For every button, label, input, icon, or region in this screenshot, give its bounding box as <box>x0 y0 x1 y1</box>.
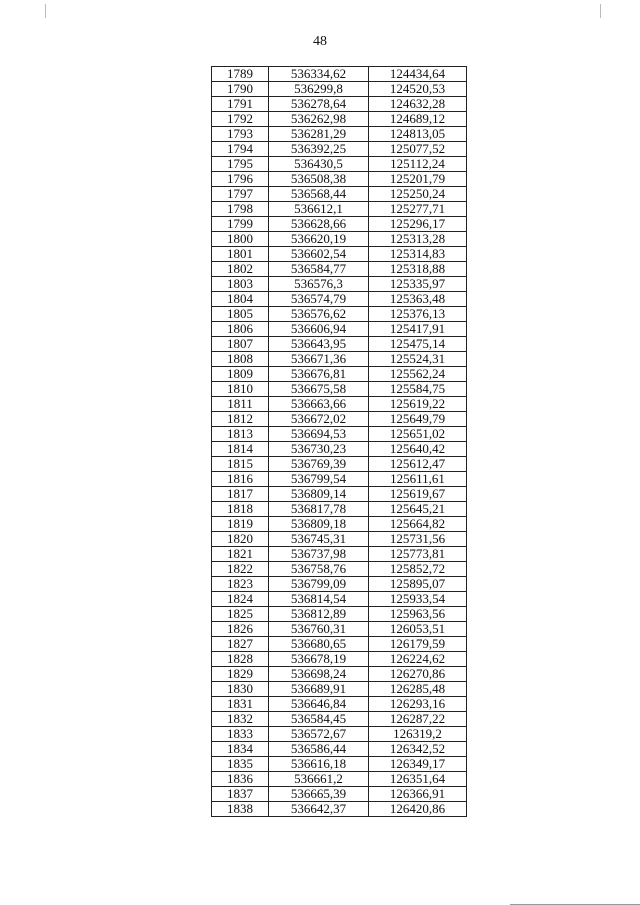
scan-edge-mark <box>45 4 46 18</box>
y-coordinate-cell: 125963,56 <box>369 607 467 622</box>
point-number-cell: 1806 <box>212 322 269 337</box>
point-number-cell: 1831 <box>212 697 269 712</box>
y-coordinate-cell: 125201,79 <box>369 172 467 187</box>
table-row <box>212 487 467 502</box>
point-number-cell: 1817 <box>212 487 269 502</box>
x-coordinate-cell: 536814,54 <box>269 592 369 607</box>
point-number-cell: 1829 <box>212 667 269 682</box>
table-row <box>212 667 467 682</box>
y-coordinate-cell: 126270,86 <box>369 667 467 682</box>
y-coordinate-cell: 125933,54 <box>369 592 467 607</box>
point-number-cell: 1793 <box>212 127 269 142</box>
y-coordinate-cell: 125314,83 <box>369 247 467 262</box>
point-number-cell: 1800 <box>212 232 269 247</box>
table-row <box>212 97 467 112</box>
point-number-cell: 1812 <box>212 412 269 427</box>
point-number-cell: 1805 <box>212 307 269 322</box>
point-number-cell: 1835 <box>212 757 269 772</box>
y-coordinate-cell: 126420,86 <box>369 802 467 817</box>
y-coordinate-cell: 124434,64 <box>369 67 467 82</box>
x-coordinate-cell: 536612,1 <box>269 202 369 217</box>
point-number-cell: 1790 <box>212 82 269 97</box>
y-coordinate-cell: 126366,91 <box>369 787 467 802</box>
point-number-cell: 1819 <box>212 517 269 532</box>
x-coordinate-cell: 536576,3 <box>269 277 369 292</box>
y-coordinate-cell: 125296,17 <box>369 217 467 232</box>
point-number-cell: 1792 <box>212 112 269 127</box>
x-coordinate-cell: 536602,54 <box>269 247 369 262</box>
x-coordinate-cell: 536737,98 <box>269 547 369 562</box>
x-coordinate-cell: 536661,2 <box>269 772 369 787</box>
point-number-cell: 1791 <box>212 97 269 112</box>
x-coordinate-cell: 536665,39 <box>269 787 369 802</box>
x-coordinate-cell: 536392,25 <box>269 142 369 157</box>
point-number-cell: 1798 <box>212 202 269 217</box>
point-number-cell: 1828 <box>212 652 269 667</box>
x-coordinate-cell: 536584,77 <box>269 262 369 277</box>
point-number-cell: 1820 <box>212 532 269 547</box>
x-coordinate-cell: 536628,66 <box>269 217 369 232</box>
point-number-cell: 1799 <box>212 217 269 232</box>
y-coordinate-cell: 125376,13 <box>369 307 467 322</box>
table-row <box>212 322 467 337</box>
x-coordinate-cell: 536698,24 <box>269 667 369 682</box>
table-row <box>212 307 467 322</box>
y-coordinate-cell: 124632,28 <box>369 97 467 112</box>
y-coordinate-cell: 125664,82 <box>369 517 467 532</box>
point-number-cell: 1827 <box>212 637 269 652</box>
table-row <box>212 427 467 442</box>
x-coordinate-cell: 536809,18 <box>269 517 369 532</box>
x-coordinate-cell: 536769,39 <box>269 457 369 472</box>
x-coordinate-cell: 536663,66 <box>269 397 369 412</box>
x-coordinate-cell: 536675,58 <box>269 382 369 397</box>
x-coordinate-cell: 536694,53 <box>269 427 369 442</box>
y-coordinate-cell: 125852,72 <box>369 562 467 577</box>
y-coordinate-cell: 125335,97 <box>369 277 467 292</box>
x-coordinate-cell: 536672,02 <box>269 412 369 427</box>
y-coordinate-cell: 126285,48 <box>369 682 467 697</box>
point-number-cell: 1838 <box>212 802 269 817</box>
table-row <box>212 727 467 742</box>
x-coordinate-cell: 536745,31 <box>269 532 369 547</box>
table-row <box>212 217 467 232</box>
point-number-cell: 1825 <box>212 607 269 622</box>
x-coordinate-cell: 536817,78 <box>269 502 369 517</box>
point-number-cell: 1822 <box>212 562 269 577</box>
x-coordinate-cell: 536760,31 <box>269 622 369 637</box>
point-number-cell: 1794 <box>212 142 269 157</box>
table-row <box>212 202 467 217</box>
y-coordinate-cell: 125475,14 <box>369 337 467 352</box>
table-row <box>212 277 467 292</box>
point-number-cell: 1833 <box>212 727 269 742</box>
point-number-cell: 1813 <box>212 427 269 442</box>
y-coordinate-cell: 125313,28 <box>369 232 467 247</box>
y-coordinate-cell: 125562,24 <box>369 367 467 382</box>
x-coordinate-cell: 536281,29 <box>269 127 369 142</box>
point-number-cell: 1803 <box>212 277 269 292</box>
y-coordinate-cell: 125651,02 <box>369 427 467 442</box>
point-number-cell: 1795 <box>212 157 269 172</box>
table-row <box>212 187 467 202</box>
y-coordinate-cell: 125584,75 <box>369 382 467 397</box>
table-row <box>212 442 467 457</box>
table-row <box>212 637 467 652</box>
table-row <box>212 232 467 247</box>
page-number: 48 <box>313 34 327 49</box>
x-coordinate-cell: 536606,94 <box>269 322 369 337</box>
y-coordinate-cell: 125773,81 <box>369 547 467 562</box>
x-coordinate-cell: 536812,89 <box>269 607 369 622</box>
point-number-cell: 1832 <box>212 712 269 727</box>
table-row <box>212 682 467 697</box>
y-coordinate-cell: 126287,22 <box>369 712 467 727</box>
table-row <box>212 577 467 592</box>
y-coordinate-cell: 125645,21 <box>369 502 467 517</box>
x-coordinate-cell: 536643,95 <box>269 337 369 352</box>
y-coordinate-cell: 125250,24 <box>369 187 467 202</box>
table-row <box>212 352 467 367</box>
point-number-cell: 1801 <box>212 247 269 262</box>
y-coordinate-cell: 125112,24 <box>369 157 467 172</box>
x-coordinate-cell: 536799,54 <box>269 472 369 487</box>
table-row <box>212 592 467 607</box>
table-row <box>212 712 467 727</box>
y-coordinate-cell: 125363,48 <box>369 292 467 307</box>
x-coordinate-cell: 536574,79 <box>269 292 369 307</box>
x-coordinate-cell: 536676,81 <box>269 367 369 382</box>
point-number-cell: 1797 <box>212 187 269 202</box>
table-row <box>212 652 467 667</box>
point-number-cell: 1810 <box>212 382 269 397</box>
x-coordinate-cell: 536568,44 <box>269 187 369 202</box>
x-coordinate-cell: 536671,36 <box>269 352 369 367</box>
y-coordinate-cell: 125640,42 <box>369 442 467 457</box>
table-row <box>212 457 467 472</box>
table-row <box>212 367 467 382</box>
table-row <box>212 472 467 487</box>
x-coordinate-cell: 536572,67 <box>269 727 369 742</box>
point-number-cell: 1837 <box>212 787 269 802</box>
y-coordinate-cell: 126351,64 <box>369 772 467 787</box>
point-number-cell: 1789 <box>212 67 269 82</box>
x-coordinate-cell: 536730,23 <box>269 442 369 457</box>
table-row <box>212 517 467 532</box>
table-row <box>212 742 467 757</box>
point-number-cell: 1821 <box>212 547 269 562</box>
table-row <box>212 397 467 412</box>
table-row <box>212 82 467 97</box>
y-coordinate-cell: 125731,56 <box>369 532 467 547</box>
table-row <box>212 112 467 127</box>
table-row <box>212 247 467 262</box>
table-row <box>212 697 467 712</box>
table-row <box>212 622 467 637</box>
point-number-cell: 1836 <box>212 772 269 787</box>
table-row <box>212 172 467 187</box>
y-coordinate-cell: 125524,31 <box>369 352 467 367</box>
x-coordinate-cell: 536278,64 <box>269 97 369 112</box>
x-coordinate-cell: 536678,19 <box>269 652 369 667</box>
point-number-cell: 1824 <box>212 592 269 607</box>
y-coordinate-cell: 125611,61 <box>369 472 467 487</box>
x-coordinate-cell: 536508,38 <box>269 172 369 187</box>
y-coordinate-cell: 126293,16 <box>369 697 467 712</box>
point-number-cell: 1818 <box>212 502 269 517</box>
point-number-cell: 1807 <box>212 337 269 352</box>
x-coordinate-cell: 536584,45 <box>269 712 369 727</box>
y-coordinate-cell: 124689,12 <box>369 112 467 127</box>
x-coordinate-cell: 536680,65 <box>269 637 369 652</box>
x-coordinate-cell: 536799,09 <box>269 577 369 592</box>
y-coordinate-cell: 125318,88 <box>369 262 467 277</box>
table-row <box>212 532 467 547</box>
table-row <box>212 802 467 817</box>
table-row <box>212 157 467 172</box>
x-coordinate-cell: 536620,19 <box>269 232 369 247</box>
x-coordinate-cell: 536689,91 <box>269 682 369 697</box>
point-number-cell: 1830 <box>212 682 269 697</box>
y-coordinate-cell: 125619,67 <box>369 487 467 502</box>
y-coordinate-cell: 126053,51 <box>369 622 467 637</box>
x-coordinate-cell: 536430,5 <box>269 157 369 172</box>
table-row <box>212 67 467 82</box>
table-row <box>212 412 467 427</box>
y-coordinate-cell: 125417,91 <box>369 322 467 337</box>
x-coordinate-cell: 536586,44 <box>269 742 369 757</box>
table-row <box>212 772 467 787</box>
y-coordinate-cell: 124520,53 <box>369 82 467 97</box>
y-coordinate-cell: 126342,52 <box>369 742 467 757</box>
point-number-cell: 1796 <box>212 172 269 187</box>
coordinates-table-body <box>212 67 467 817</box>
y-coordinate-cell: 125077,52 <box>369 142 467 157</box>
point-number-cell: 1808 <box>212 352 269 367</box>
y-coordinate-cell: 126224,62 <box>369 652 467 667</box>
table-row <box>212 142 467 157</box>
y-coordinate-cell: 126349,17 <box>369 757 467 772</box>
point-number-cell: 1834 <box>212 742 269 757</box>
coordinates-table <box>211 66 467 817</box>
y-coordinate-cell: 124813,05 <box>369 127 467 142</box>
x-coordinate-cell: 536646,84 <box>269 697 369 712</box>
x-coordinate-cell: 536576,62 <box>269 307 369 322</box>
table-row <box>212 547 467 562</box>
table-row <box>212 292 467 307</box>
table-row <box>212 562 467 577</box>
x-coordinate-cell: 536758,76 <box>269 562 369 577</box>
x-coordinate-cell: 536616,18 <box>269 757 369 772</box>
x-coordinate-cell: 536262,98 <box>269 112 369 127</box>
x-coordinate-cell: 536334,62 <box>269 67 369 82</box>
point-number-cell: 1815 <box>212 457 269 472</box>
y-coordinate-cell: 126319,2 <box>369 727 467 742</box>
y-coordinate-cell: 125619,22 <box>369 397 467 412</box>
table-row <box>212 337 467 352</box>
point-number-cell: 1811 <box>212 397 269 412</box>
point-number-cell: 1823 <box>212 577 269 592</box>
scan-edge-mark <box>600 4 601 18</box>
y-coordinate-cell: 125649,79 <box>369 412 467 427</box>
y-coordinate-cell: 126179,59 <box>369 637 467 652</box>
table-row <box>212 262 467 277</box>
y-coordinate-cell: 125895,07 <box>369 577 467 592</box>
point-number-cell: 1814 <box>212 442 269 457</box>
point-number-cell: 1802 <box>212 262 269 277</box>
table-row <box>212 127 467 142</box>
point-number-cell: 1804 <box>212 292 269 307</box>
table-row <box>212 382 467 397</box>
point-number-cell: 1816 <box>212 472 269 487</box>
y-coordinate-cell: 125277,71 <box>369 202 467 217</box>
point-number-cell: 1809 <box>212 367 269 382</box>
x-coordinate-cell: 536642,37 <box>269 802 369 817</box>
table-row <box>212 502 467 517</box>
table-row <box>212 607 467 622</box>
point-number-cell: 1826 <box>212 622 269 637</box>
table-row <box>212 787 467 802</box>
y-coordinate-cell: 125612,47 <box>369 457 467 472</box>
x-coordinate-cell: 536809,14 <box>269 487 369 502</box>
table-row <box>212 757 467 772</box>
x-coordinate-cell: 536299,8 <box>269 82 369 97</box>
